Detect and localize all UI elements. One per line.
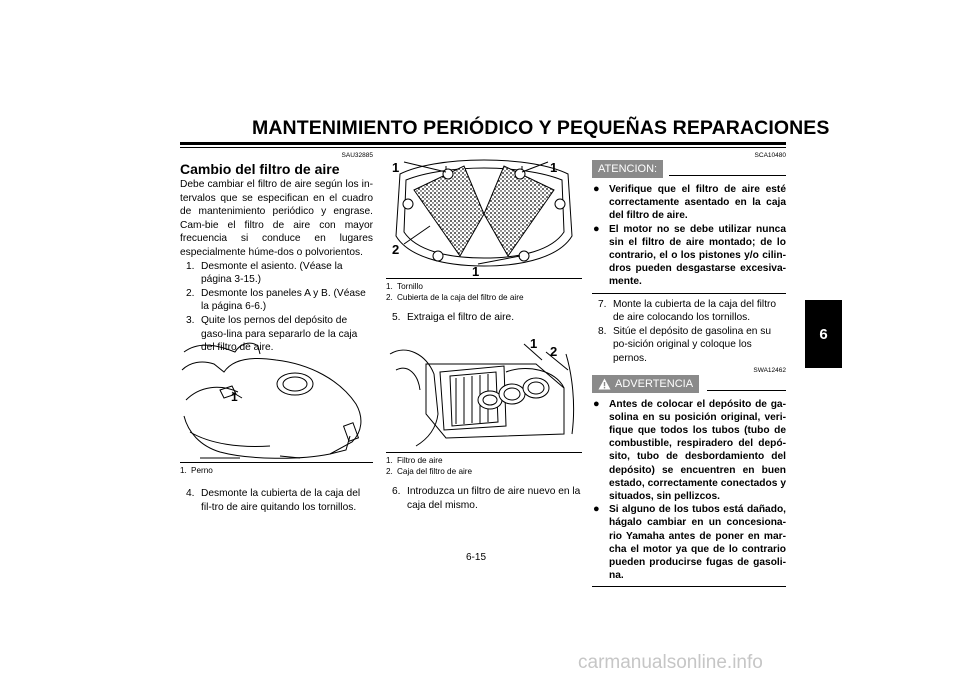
caption-block-2	[386, 278, 582, 325]
figure-label: 1	[231, 390, 238, 404]
attention-header	[592, 160, 786, 178]
figure-label: 1	[472, 264, 480, 276]
figure-caption	[386, 455, 582, 477]
list-item: ● Verifique que el filtro de aire esté correctamente asentado en la caja del filtro de aire.	[593, 183, 786, 222]
airbox-cover-illustration	[386, 152, 582, 276]
air-filter-removal-illustration	[386, 334, 582, 452]
steps-list-2	[180, 487, 373, 514]
warning-label: ADVERTENCIA	[615, 377, 694, 390]
intro-paragraph: Debe cambiar el filtro de aire según los in-tervalos que se especifican en el cuadro de mantenimiento periódico y engrase. Cam-bie el filtro de aire con mayor frecuencia si conduce en lugares especialmente húme-dos o polvorientos.	[180, 179, 373, 258]
bullet-icon: ●	[593, 222, 600, 235]
steps-list-5	[592, 298, 786, 366]
list-item: ● Si alguno de los tubos está dañado, hágalo cambiar en un concesiona-rio Yamaha antes de poner en mar-cha el motor ya que de lo contrario pueden producirse fugas de gasoli-na.	[593, 503, 786, 582]
warning-list	[592, 398, 786, 583]
list-item: ● El motor no se debe utilizar nunca sin el filtro de aire montado; de lo contrario, el o los pistones y/o cilin-dros pueden desgastarse excesiva-mente.	[593, 222, 786, 288]
list-item: 4. Desmonte la cubierta de la caja del fil-tro de aire quitando los tornillos.	[186, 488, 361, 513]
caption-item: 1. Perno	[180, 466, 213, 475]
list-item: 6. Introduzca un filtro de aire nuevo en la caja del mismo.	[392, 486, 581, 511]
chapter-tab[interactable]: 6	[805, 300, 842, 368]
attention-code: SCA10480	[754, 152, 786, 159]
attention-list	[592, 183, 786, 289]
warning-end-rule	[592, 586, 786, 587]
list-item: 2. Desmonte los paneles A y B. (Véase la página 6-6.)	[186, 287, 366, 313]
warning-badge	[592, 375, 699, 393]
section-code: SAU32885	[341, 152, 373, 159]
header-rule-thin	[180, 147, 786, 148]
warning-header	[592, 375, 786, 393]
figure-label: 1	[392, 160, 400, 175]
caption-rule	[386, 278, 582, 279]
steps-list-4	[386, 485, 582, 512]
page-header-title: MANTENIMIENTO PERIÓDICO Y PEQUEÑAS REPARACIONES	[252, 117, 830, 139]
bullet-icon: ●	[593, 183, 600, 195]
column-1	[180, 152, 373, 355]
fuel-tank-illustration	[180, 340, 373, 462]
caption-item: 2. Caja del filtro de aire	[386, 467, 473, 476]
watermark: carmanualsonline.info	[578, 652, 763, 673]
steps-list-3	[386, 311, 582, 325]
list-item: 5. Extraiga el filtro de aire.	[392, 312, 515, 323]
figure-label: 1	[550, 160, 558, 175]
list-item: 3. Quite los pernos del depósito de gaso-lina para separarlo de la caja del filtro de aire.	[186, 314, 358, 354]
attention-end-rule	[592, 293, 786, 294]
attention-rule	[669, 175, 786, 176]
header-rule-thick	[180, 142, 786, 145]
list-item: 7. Monte la cubierta de la caja del filtro de aire colocando los tornillos.	[598, 298, 777, 324]
figure-caption	[386, 281, 582, 303]
bullet-icon: ●	[593, 397, 600, 410]
caption-item: 1. Tornillo	[386, 282, 423, 291]
figure-label: 2	[392, 242, 400, 257]
warning-code: SWA12462	[753, 366, 786, 374]
caption-item: 2. Cubierta de la caja del filtro de aire	[386, 293, 524, 302]
warning-triangle-icon	[598, 378, 611, 390]
figure-caption	[180, 465, 373, 476]
caption-block-3	[386, 452, 582, 512]
caption-rule	[386, 452, 582, 453]
warning-rule	[707, 390, 786, 391]
figure-label: 2	[550, 344, 558, 359]
bullet-icon: ●	[593, 503, 600, 516]
list-item: 8. Sitúe el depósito de gasolina en su po-sición original y coloque los pernos.	[598, 325, 772, 364]
column-3	[592, 152, 786, 587]
caption-item: 1. Filtro de aire	[386, 456, 443, 465]
section-heading: Cambio del filtro de aire	[180, 161, 340, 177]
caption-block-1	[180, 462, 373, 514]
attention-badge: ATENCION:	[592, 160, 663, 178]
caption-rule	[180, 462, 373, 463]
list-item: 1. Desmonte el asiento. (Véase la página 3-15.)	[186, 260, 343, 286]
page-number: 6-15	[466, 552, 487, 563]
list-item: ● Antes de colocar el depósito de ga-solina en su posición original, veri-fique que todos los tubos (tubo de combustible, respiradero del depó-sito, tubo de desbordamiento del depósito) se encuentren en buen estado, correctamente conectados y situados, sin pellizcos.	[593, 397, 786, 503]
figure-label: 1	[530, 336, 538, 351]
